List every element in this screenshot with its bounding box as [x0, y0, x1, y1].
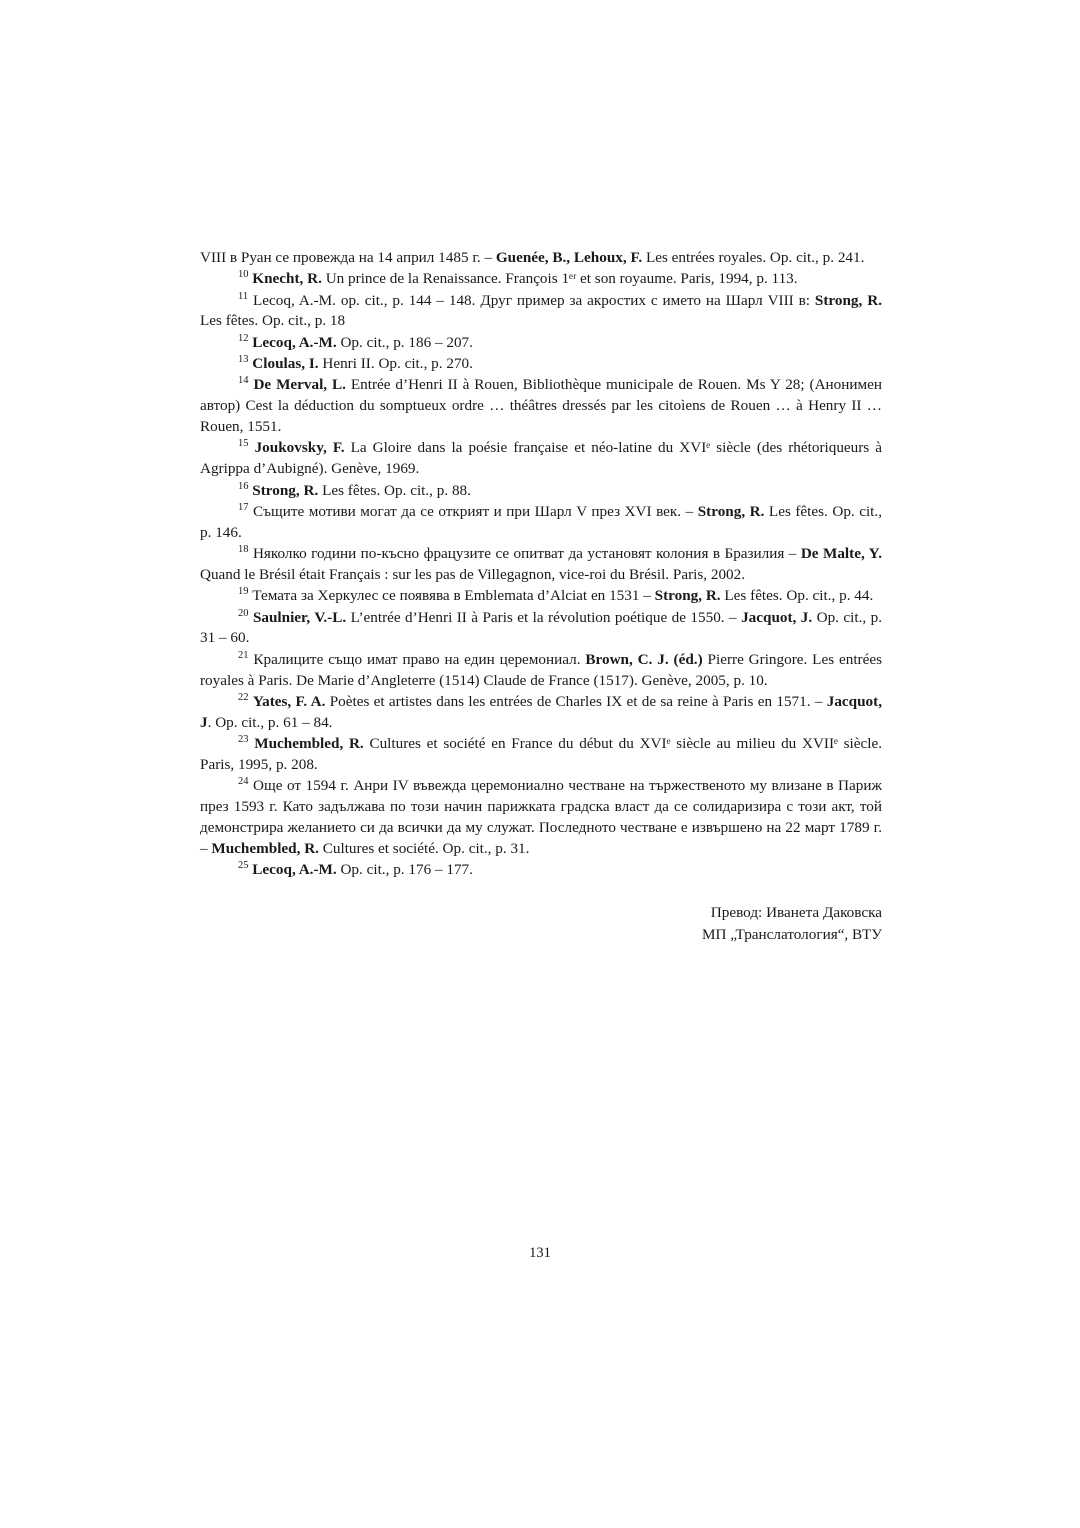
footnote-author: Muchembled, R.: [211, 839, 319, 857]
footnote-entry: [200, 291, 882, 333]
footnote-entry: [200, 776, 882, 859]
footnote-entry: [200, 481, 882, 502]
translator-signature: [200, 902, 882, 946]
footnote-author: Jacquot, J.: [741, 608, 813, 626]
footnote-author: Saulnier, V.-L.: [252, 608, 347, 626]
page-number: 131: [529, 1245, 551, 1261]
footnote-entry: [200, 269, 882, 290]
footnote-entry: [200, 248, 882, 269]
footnote-entry: [200, 438, 882, 480]
footnote-entry: [200, 734, 882, 776]
footnote-author: Lecoq, A.-M.: [252, 861, 337, 879]
footnote-marker: 19: [238, 586, 249, 598]
footnote-marker: 14: [238, 375, 249, 387]
footnote-marker: 11: [238, 290, 249, 302]
footnote-text: Темата за Херкулес се появява в Emblemata d’Alciat en 1531 –: [248, 587, 655, 605]
footnote-text: Lecoq, A.-M. op. cit., p. 144 – 148. Друг пример за акростих с името на Шарл VIII в:: [248, 291, 815, 309]
footnote-entry: [200, 333, 882, 354]
footnote-text: L’entrée d’Henri II à Paris et la révolution poétique de 1550. –: [346, 608, 742, 626]
footnote-text: Les entrées royales. Op. cit., p. 241.: [642, 249, 865, 266]
footnote-author: Brown, C. J. (éd.): [585, 650, 703, 668]
footnote-author: Guenée, B., Lehoux, F.: [495, 249, 643, 266]
footnote-author: De Merval, L.: [253, 376, 346, 394]
footnote-entry: [200, 375, 882, 437]
footnote-author: Joukovsky, F.: [254, 439, 345, 457]
footnote-entry: [200, 502, 882, 544]
footnote-entry: [200, 860, 882, 881]
footnote-text: Henri II. Op. cit., p. 270.: [318, 355, 473, 373]
footnote-author: Strong, R.: [697, 502, 765, 520]
footnote-author: Muchembled, R.: [254, 735, 364, 753]
footnote-text: VIII в Руан се провежда на 14 април 1485 г. –: [200, 249, 496, 266]
footnote-marker: 24: [238, 776, 249, 788]
footnote-entry: [200, 354, 882, 375]
footnote-author: Knecht, R.: [252, 270, 322, 288]
footnote-author: Yates, F. A.: [252, 692, 326, 710]
footnote-text: Op. cit., p. 31 – 60.: [200, 608, 883, 647]
footnote-text: Poètes et artistes dans les entrées de Charles IX et de sa reine à Paris en 1571. –: [325, 692, 827, 710]
footnote-text: Cultures et société. Op. cit., p. 31.: [318, 839, 530, 857]
footnote-marker: 12: [238, 332, 249, 344]
signature-line-2: МП „Транслатология“, ВТУ: [702, 925, 882, 943]
footnote-author: Lecoq, A.-M.: [252, 333, 337, 351]
footnote-text: Quand le Brésil était Français : sur les pas de Villegagnon, vice-roi du Brésil. Paris, 2002.: [200, 565, 746, 583]
footnote-text: Un prince de la Renaissance. François 1ᵉʳ et son royaume. Paris, 1994, p. 113.: [321, 270, 798, 288]
footnote-text: Les fêtes. Op. cit., p. 18: [200, 312, 346, 330]
footnote-author: Cloulas, I.: [252, 355, 319, 373]
footnote-entry: [200, 608, 882, 650]
footnotes-block: [200, 248, 882, 946]
footnote-text: Същите мотиви могат да се открият и при Шарл V през XVI век. –: [248, 502, 698, 520]
footnote-text: Les fêtes. Op. cit., p. 88.: [318, 481, 471, 499]
footnote-entry: [200, 650, 882, 692]
footnote-text: Cultures et société en France du début du XVIᵉ siècle au milieu du XVIIᵉ siècle. Paris, 1995, p. 208.: [200, 735, 883, 773]
signature-line-1: Превод: Иванета Даковска: [710, 903, 882, 921]
footnote-text: Les fêtes. Op. cit., p. 146.: [200, 502, 882, 541]
footnote-marker: 25: [238, 859, 249, 871]
footnote-author: Strong, R.: [654, 587, 721, 605]
footnote-entry: [200, 692, 882, 734]
footnote-text: . Op. cit., p. 61 – 84.: [207, 713, 333, 731]
footnote-list: [200, 248, 882, 881]
footnote-marker: 21: [238, 649, 249, 661]
footnote-author: Strong, R.: [814, 291, 882, 309]
footnote-marker: 10: [238, 269, 249, 281]
footnote-text: Pierre Gringore. Les entrées royales à Paris. De Marie d’Angleterre (1514) Claude de France (1517). Genève, 2005, p. 10.: [200, 650, 882, 689]
footnote-author: De Malte, Y.: [800, 545, 882, 563]
footnote-text: Op. cit., p. 176 – 177.: [336, 861, 473, 879]
footnote-marker: 23: [238, 733, 249, 745]
footnote-text: Les fêtes. Op. cit., p. 44.: [720, 587, 874, 605]
footnote-text: Op. cit., p. 186 – 207.: [336, 333, 473, 351]
footnote-marker: 17: [238, 501, 249, 513]
footnote-marker: 16: [238, 480, 249, 492]
footnote-entry: [200, 586, 882, 607]
footnote-text: Няколко години по-късно фрацузите се опитват да установят колония в Бразилия –: [248, 545, 801, 563]
footnote-text: La Gloire dans la poésie française et néo-latine du XVIᵉ siècle (des rhétoriqueurs à Agrippa d’Aubigné). Genève, 1969.: [200, 439, 883, 478]
footnote-text: Кралиците също имат право на един церемониал.: [248, 650, 586, 668]
footnote-marker: 22: [238, 691, 249, 703]
footnote-author: Jacquot, J: [200, 692, 882, 731]
footnote-marker: 15: [238, 438, 249, 450]
footnote-author: Strong, R.: [252, 481, 319, 499]
footnote-entry: [200, 544, 882, 586]
footnote-marker: 20: [238, 607, 249, 619]
footnote-marker: 13: [238, 354, 249, 366]
footnote-text: Entrée d’Henri II à Rouen, Bibliothèque municipale de Rouen. Ms Y 28; (Анонимен автор) Cest la déduction du somptueux ordre … théâtres dressés par les citoìens de Rouen … à Henry II … Rouen, 1551.: [200, 376, 883, 436]
footnote-text: Още от 1594 г. Анри IV въвежда церемониално честване на тържественото му влизане в Париж през 1593 г. Като задължава по този начин парижката градска власт да се солидаризира с този акт, той демонстрира желанието си да всички да му служат. Последното честване е извършено на 22 март 1789 г. –: [200, 777, 882, 857]
footnote-marker: 18: [238, 544, 249, 556]
